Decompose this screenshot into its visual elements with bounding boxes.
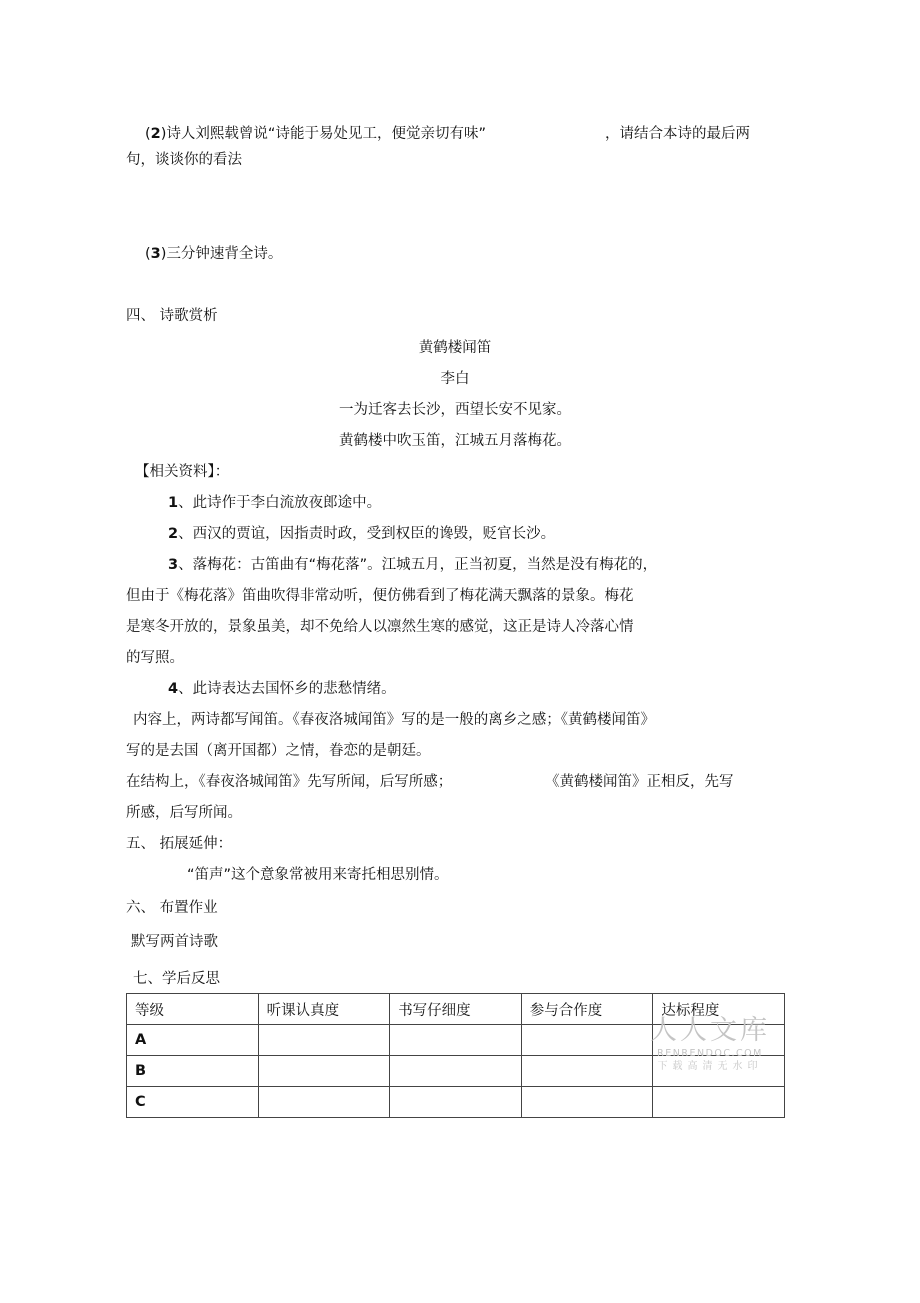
table-header-cell: 听课认真度 <box>258 994 390 1025</box>
table-cell <box>521 1087 653 1118</box>
section-4-heading: 四、 诗歌赏析 <box>126 308 218 324</box>
poem-title: 黄鹤楼闻笛 <box>418 340 492 356</box>
material-item-1 <box>168 493 381 513</box>
grade-cell: C <box>127 1087 259 1118</box>
question-3: (3)三分钟速背全诗。 <box>145 246 283 262</box>
table-cell <box>390 1087 522 1118</box>
comparison-structure-1b: 《黄鹤楼闻笛》正相反，先写 <box>545 774 734 790</box>
table-cell <box>258 1025 390 1056</box>
comparison-structure-1a: 在结构上，《春夜洛城闻笛》先写所闻，后写所感； <box>126 774 453 790</box>
grade-cell: A <box>127 1025 259 1056</box>
section-5-text: “笛声”这个意象常被用来寄托相思别情。 <box>187 867 449 883</box>
material-item-4-number: 4 <box>168 681 179 697</box>
table-row <box>127 1056 785 1087</box>
material-item-1-number: 1 <box>168 495 179 511</box>
material-item-3-cont-2: 是寒冬开放的，景象虽美，却不免给人以凛然生寒的感觉，这正是诗人冷落心情 <box>126 619 634 635</box>
section-6-heading: 六、 布置作业 <box>126 900 218 916</box>
grade-cell: B <box>127 1056 259 1087</box>
material-item-3-cont-3: 的写照。 <box>126 650 184 666</box>
material-item-3 <box>168 555 657 575</box>
comparison-content-1: 内容上，两诗都写闻笛。《春夜洛城闻笛》写的是一般的离乡之感；《黄鹤楼闻笛》 <box>133 712 655 728</box>
section-5-heading: 五、 拓展延伸： <box>126 836 233 852</box>
table-cell <box>258 1056 390 1087</box>
table-cell <box>521 1025 653 1056</box>
table-header-cell: 达标程度 <box>653 994 785 1025</box>
table-row <box>127 1087 785 1118</box>
question-2-text-b: ，请结合本诗的最后两 <box>605 126 750 142</box>
material-item-4 <box>168 679 396 699</box>
question-2-line-2: 句，谈谈你的看法 <box>126 152 242 168</box>
watermark-url: RENRENDOC.COM <box>657 1048 763 1059</box>
material-item-1-text: 、此诗作于李白流放夜郎途中。 <box>178 495 382 511</box>
table-cell <box>521 1056 653 1087</box>
watermark-title: 人人文库 <box>650 1015 770 1046</box>
material-item-2-text: 、西汉的贾谊，因指责时政，受到权臣的谗毁，贬官长沙。 <box>178 526 556 542</box>
poem-author: 李白 <box>440 371 470 387</box>
question-2-number: 2 <box>150 126 161 142</box>
comparison-structure-2: 所感，后写所闻。 <box>126 805 242 821</box>
materials-heading: 【相关资料】： <box>135 464 230 480</box>
question-3-text: 三分钟速背全诗。 <box>166 246 283 262</box>
table-header-cell: 等级 <box>127 994 259 1025</box>
material-item-3-text: 、落梅花：古笛曲有“梅花落”。江城五月，正当初夏，当然是没有梅花的， <box>178 557 658 573</box>
poem-line-2: 黄鹤楼中吹玉笛，江城五月落梅花。 <box>339 433 571 449</box>
material-item-2 <box>168 524 555 544</box>
reflection-table <box>126 993 785 1118</box>
question-3-number: 3 <box>150 246 161 262</box>
table-cell <box>258 1087 390 1118</box>
table-cell <box>390 1056 522 1087</box>
table-cell <box>653 1025 785 1056</box>
table-cell <box>390 1025 522 1056</box>
poem-line-1: 一为迁客去长沙，西望长安不见家。 <box>339 402 571 418</box>
table-header-cell: 参与合作度 <box>521 994 653 1025</box>
material-item-3-number: 3 <box>168 557 179 573</box>
question-2-line-1: (2)诗人刘熙载曾说“诗能于易处见工，便觉亲切有味” <box>145 126 486 142</box>
comparison-content-2: 写的是去国（离开国都）之情，眷恋的是朝廷。 <box>126 743 431 759</box>
table-cell <box>653 1056 785 1087</box>
section-7-heading: 七、学后反思 <box>133 971 220 987</box>
table-header-row <box>127 994 785 1025</box>
table-cell <box>653 1087 785 1118</box>
material-item-3-cont-1: 但由于《梅花落》笛曲吹得非常动听，便仿佛看到了梅花满天飘落的景象。梅花 <box>126 588 634 604</box>
material-item-4-text: 、此诗表达去国怀乡的悲愁情绪。 <box>178 681 396 697</box>
material-item-2-number: 2 <box>168 526 179 542</box>
table-header-cell: 书写仔细度 <box>390 994 522 1025</box>
section-6-text: 默写两首诗歌 <box>131 934 218 950</box>
question-2-text-a: 诗人刘熙载曾说“诗能于易处见工，便觉亲切有味” <box>166 126 486 142</box>
watermark-subtitle: 下载高清无水印 <box>657 1061 763 1072</box>
table-row <box>127 1025 785 1056</box>
